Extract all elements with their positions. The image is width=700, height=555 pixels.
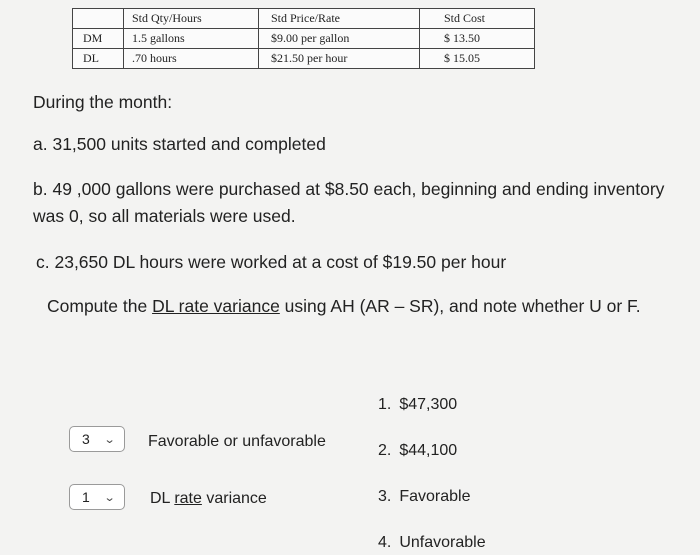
option-number: 2. [378,442,392,459]
answer-option [378,396,457,414]
option-number: 3. [378,488,392,505]
answer-option [378,534,486,552]
table-row [73,49,535,69]
item-b-text-line2: was 0, so all materials were used. [33,206,296,226]
question-prompt [47,296,641,317]
match-label-dl-rate [150,490,267,508]
table-header-cell: Std Cost [420,9,535,29]
option-text: $44,100 [399,442,458,459]
table-header-cell [73,9,124,29]
table-cell: DM [73,29,124,49]
answer-option [378,442,457,460]
table-header-cell: Std Qty/Hours [124,9,259,29]
table-row [73,29,535,49]
table-cell: .70 hours [124,49,259,69]
option-text: Favorable [399,488,471,505]
option-number: 1. [378,396,392,413]
item-c-text: c. 23,650 DL hours were worked at a cost of $19.50 per hour [36,252,507,272]
prompt-highlight: DL rate variance [152,296,280,316]
option-number: 4. [378,534,392,551]
table-cell: $ 13.50 [420,29,535,49]
answer-dropdown-dl-rate[interactable] [69,484,125,510]
answer-dropdown-favorable[interactable] [69,426,125,452]
table-cell: DL [73,49,124,69]
standard-cost-table [72,8,535,69]
prompt-text: using AH (AR – SR), and note whether U or F. [279,296,641,316]
table-cell: $9.00 per gallon [259,29,420,49]
chevron-down-icon: ⌄ [103,433,116,446]
table-cell: $ 15.05 [420,49,535,69]
option-text: $47,300 [399,396,458,413]
table-header-row [73,9,535,29]
table-cell: $21.50 per hour [259,49,420,69]
label-text: DL [150,490,175,507]
label-text: Favorable or unfavorable [148,433,326,450]
match-label-favorable [148,433,326,451]
label-underlined-word: rate [174,490,202,507]
dropdown-value: 1 [82,489,90,505]
table-cell: 1.5 gallons [124,29,259,49]
item-a-text: a. 31,500 units started and completed [33,134,326,154]
intro-text: During the month: [33,92,173,112]
prompt-text: Compute the [47,296,153,316]
label-text: variance [201,490,267,507]
item-b-text-line1: b. 49 ,000 gallons were purchased at $8.50 each, beginning and ending inventory [33,179,665,199]
chevron-down-icon: ⌄ [103,491,116,504]
answer-option [378,488,471,506]
table-header-cell: Std Price/Rate [259,9,420,29]
dropdown-value: 3 [82,431,90,447]
option-text: Unfavorable [399,534,486,551]
